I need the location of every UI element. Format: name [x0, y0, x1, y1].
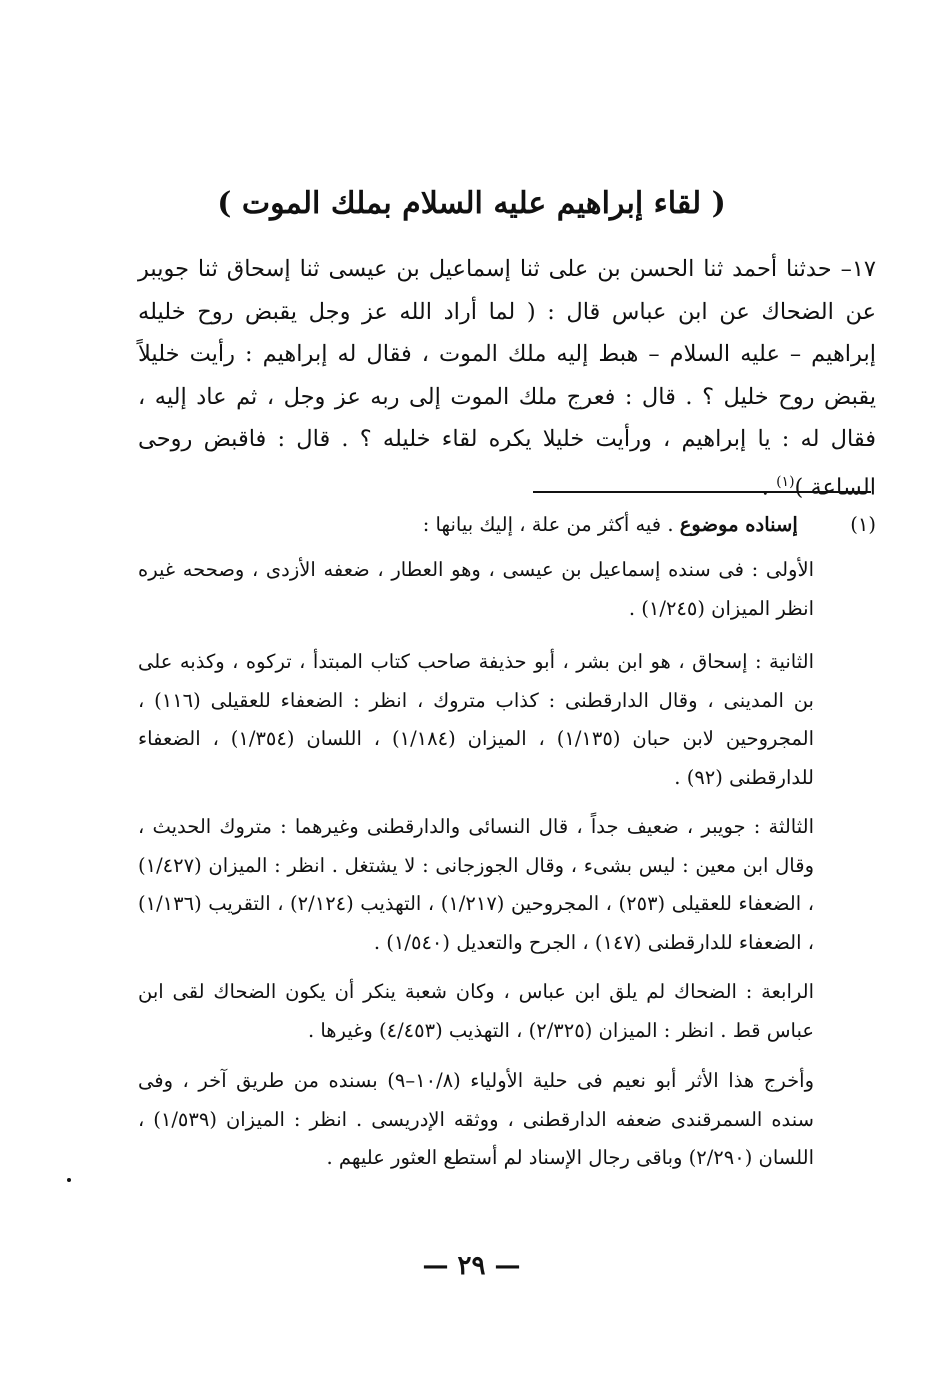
footnote-paragraph-second: الثانية : إسحاق ، هو ابن بشر ، أبو حذيفة صاحب كتاب المبتدأ ، تركوه ، وكذبه على بن المدينى ، وقال الدارقطنى : كذاب متروك ، انظر : الضعفاء للعقيلى (١١٦) ، المجروحين لابن حبان (١/١٣٥) ، الميزان (١/١٨٤) ، اللسان (١/٣٥٤) ، الضعفاء للدارقطنى (٩٢) . — [138, 650, 815, 789]
chapter-title: ( لقاء إبراهيم عليه السلام بملك الموت ) — [217, 186, 726, 221]
footnote-paragraph-third: الثالثة : جويبر ، ضعيف جداً ، قال النسائى والدارقطنى وغيرهما : متروك الحديث ، وقال ابن معين : ليس بشىء ، وقال الجوزجانى : لا يشتغل . انظر : الميزان (١/٤٢٧) ، الضعفاء للعقيلى (٢٥٣) ، المجروحين (١/٢١٧) ، التهذيب (٢/١٢٤) ، التقريب (١/١٣٦) ، الضعفاء للدارقطنى (١٤٧) ، الجرح والتعديل (١/٥٤٠) . — [138, 815, 814, 954]
scan-speck — [67, 1178, 71, 1182]
footnote-lead: إسناده موضوع — [679, 513, 798, 536]
footnote-heading — [138, 510, 876, 540]
hadith-body: ١٧– حدثنا أحمد ثنا الحسن بن على ثنا إسماعيل بن عيسى ثنا إسحاق ثنا جويبر عن الضحاك عن ابن عباس قال : ( لما أراد الله عز وجل يقبض روح خليله إبراهيم – عليه السلام – هبط إليه ملك الموت ، فقال له إبراهيم : رأيت خليلاً يقبض روح خليل ؟ . قال : فعرج ملك الموت إلى ربه عز وجل ، ثم عاد إليه ، فقال له : يا إبراهيم ، ورأيت خليلا يكره لقاء خليله ؟ . قال : فاقبض روحى الساعة ) — [138, 256, 876, 500]
hadith-text: ١٧– حدثنا أحمد ثنا الحسن بن على ثنا إسماعيل بن عيسى ثنا إسحاق ثنا جويبر عن الضحاك عن ابن عباس قال : ( لما أراد الله عز وجل يقبض روح خليله إبراهيم – عليه السلام – هبط إليه ملك الموت ، فقال له إبراهيم : رأيت خليلاً يقبض روح خليل ؟ . قال : فعرج ملك الموت إلى ربه عز وجل ، ثم عاد إليه ، فقال له : يا إبراهيم ، ورأيت خليلا يكره لقاء خليله ؟ . قال : فاقبض روحى الساعة )$^{(١)}$ . — [138, 256, 876, 500]
page-number: — ٢٩ — — [422, 1251, 521, 1281]
footnote-paragraph-extra: وأخرج هذا الأثر أبو نعيم فى حلية الأولياء (١٠/٨–٩) بسنده من طريق آخر ، وفى سنده السمرقندى ضعفه الدارقطنى ، ووثقه الإدريسى . انظر : الميزان (١/٥٣٩) ، اللسان (٢/٢٩٠) وباقى رجال الإسناد لم أستطع العثور عليهم . — [138, 1069, 815, 1169]
footnote-paragraph-first: الأولى : فى سنده إسماعيل بن عيسى ، وهو العطار ، ضعفه الأزدى ، وصححه غيره انظر الميزان (١/٢٤٥) . — [138, 558, 814, 620]
footnote-marker: (١) — [776, 473, 795, 490]
footnote-number: (١) — [850, 513, 876, 536]
footnote-lead-rest: . فيه أكثر من علة ، إليك بيانها : — [422, 513, 674, 536]
footnote-paragraph-fourth: الرابعة : الضحاك لم يلق ابن عباس ، وكان شعبة ينكر أن يكون الضحاك لقى ابن عباس قط . انظر : الميزان (٢/٣٢٥) ، التهذيب (٤/٤٥٣) وغيرها . — [138, 980, 814, 1042]
footnote-divider — [533, 491, 871, 493]
